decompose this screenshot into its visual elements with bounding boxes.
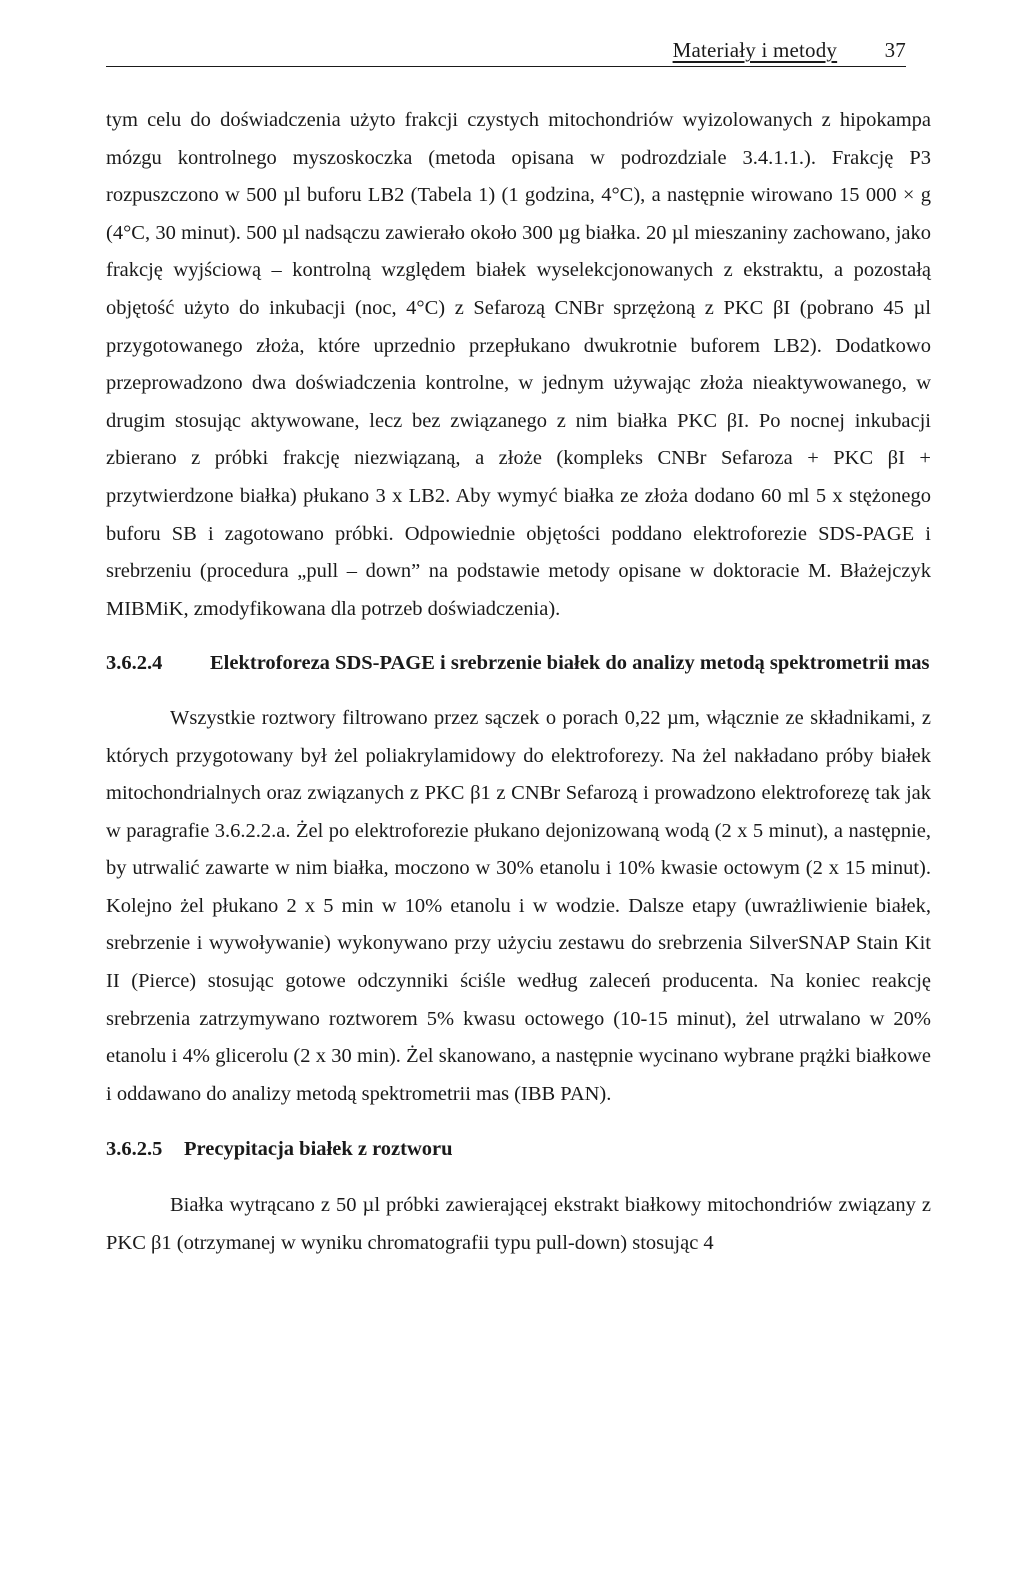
paragraph-continued: tym celu do doświadczenia użyto frakcji czystych mitochondriów wyizolowanych z hipokampa mózgu kontrolnego myszoskoczka (metoda opisana w podrozdziale 3.4.1.1.). Frakcję P3 rozpuszczono w 500 µl buforu LB2 (Tabela 1) (1 godzina, 4°C), a następnie wirowano 15 000 × g (4°C, 30 minut). 500 µl nadsączu zawierało około 300 µg białka. 20 µl mieszaniny zachowano, jako frakcję wyjściową – kontrolną względem białek wyselekcjonowanych z ekstraktu, a pozostałą objętość użyto do inkubacji (noc, 4°C) z Sefarozą CNBr sprzężoną z PKC βI (pobrano 45 µl przygotowanego złoża, które uprzednio przepłukano dwukrotnie buforem LB2). Dodatkowo przeprowadzono dwa doświadczenia kontrolne, w jednym używając złoża nieaktywowanego, w drugim stosując aktywowane, lecz bez związanego z nim białka PKC βI. Po nocnej inkubacji zbierano z próbki frakcję niezwiązaną, a złoże (kompleks CNBr Sefaroza + PKC βI + przytwierdzone białka) płukano 3 x LB2. Aby wymyć białka ze złoża dodano 60 ml 5 x stężonego buforu SB i zagotowano próbki. Odpowiednie objętości poddano elektroforezie SDS-PAGE i srebrzeniu (procedura „pull – down” na podstawie metody opisane w doktoracie M. Błażejczyk MIBMiK, zmodyfikowana dla potrzeb doświadczenia). [106,109,931,620]
section-number: 3.6.2.5 [106,1138,163,1161]
page-body [106,102,931,1262]
paragraph-precipitation: Białka wytrącano z 50 µl próbki zawierającej ekstrakt białkowy mitochondriów związany z PKC β1 (otrzymanej w wyniku chromatografii typu pull-down) stosując 4 [106,1194,931,1254]
running-header [673,38,906,63]
section-number: 3.6.2.4 [106,652,163,675]
header-rule [106,66,906,67]
paragraph-electrophoresis: Wszystkie roztwory filtrowano przez sączek o porach 0,22 µm, włącznie ze składnikami, z których przygotowany był żel poliakrylamidowy do elektroforezy. Na żel nakładano próby białek mitochondrialnych oraz związanych z PKC β1 z CNBr Sefarozą i prowadzono elektroforezę tak jak w paragrafie 3.6.2.2.a. Żel po elektroforezie płukano dejonizowaną wodą (2 x 5 minut), a następnie, by utrwalić zawarte w nim białka, moczono w 30% etanolu i 10% kwasie octowym (2 x 15 minut). Kolejno żel płukano 2 x 5 min w 10% etanolu i w wodzie. Dalsze etapy (uwrażliwienie białek, srebrzenie i wywoływanie) wykonywano przy użyciu zestawu do srebrzenia SilverSNAP Stain Kit II (Pierce) stosując gotowe odczynniki ściśle według zaleceń producenta. Na koniec reakcję srebrzenia zatrzymywano roztworem 5% kwasu octowego (10-15 minut), żel utrwalano w 20% etanolu i 4% glicerolu (2 x 30 min). Żel skanowano, a następnie wycinano wybrane prążki białkowe i oddawano do analizy metodą spektrometrii mas (IBB PAN). [106,706,931,1105]
section-heading-3-6-2-5 [106,1131,931,1169]
section-heading-3-6-2-4 [106,645,931,683]
page-number: 37 [884,38,906,62]
section-title: Precypitacja białek z roztworu [184,1138,453,1161]
section-title: Elektroforeza SDS-PAGE i srebrzenie białek do analizy metodą spektrometrii mas [210,652,930,675]
running-header-title: Materiały i metody [672,38,838,62]
